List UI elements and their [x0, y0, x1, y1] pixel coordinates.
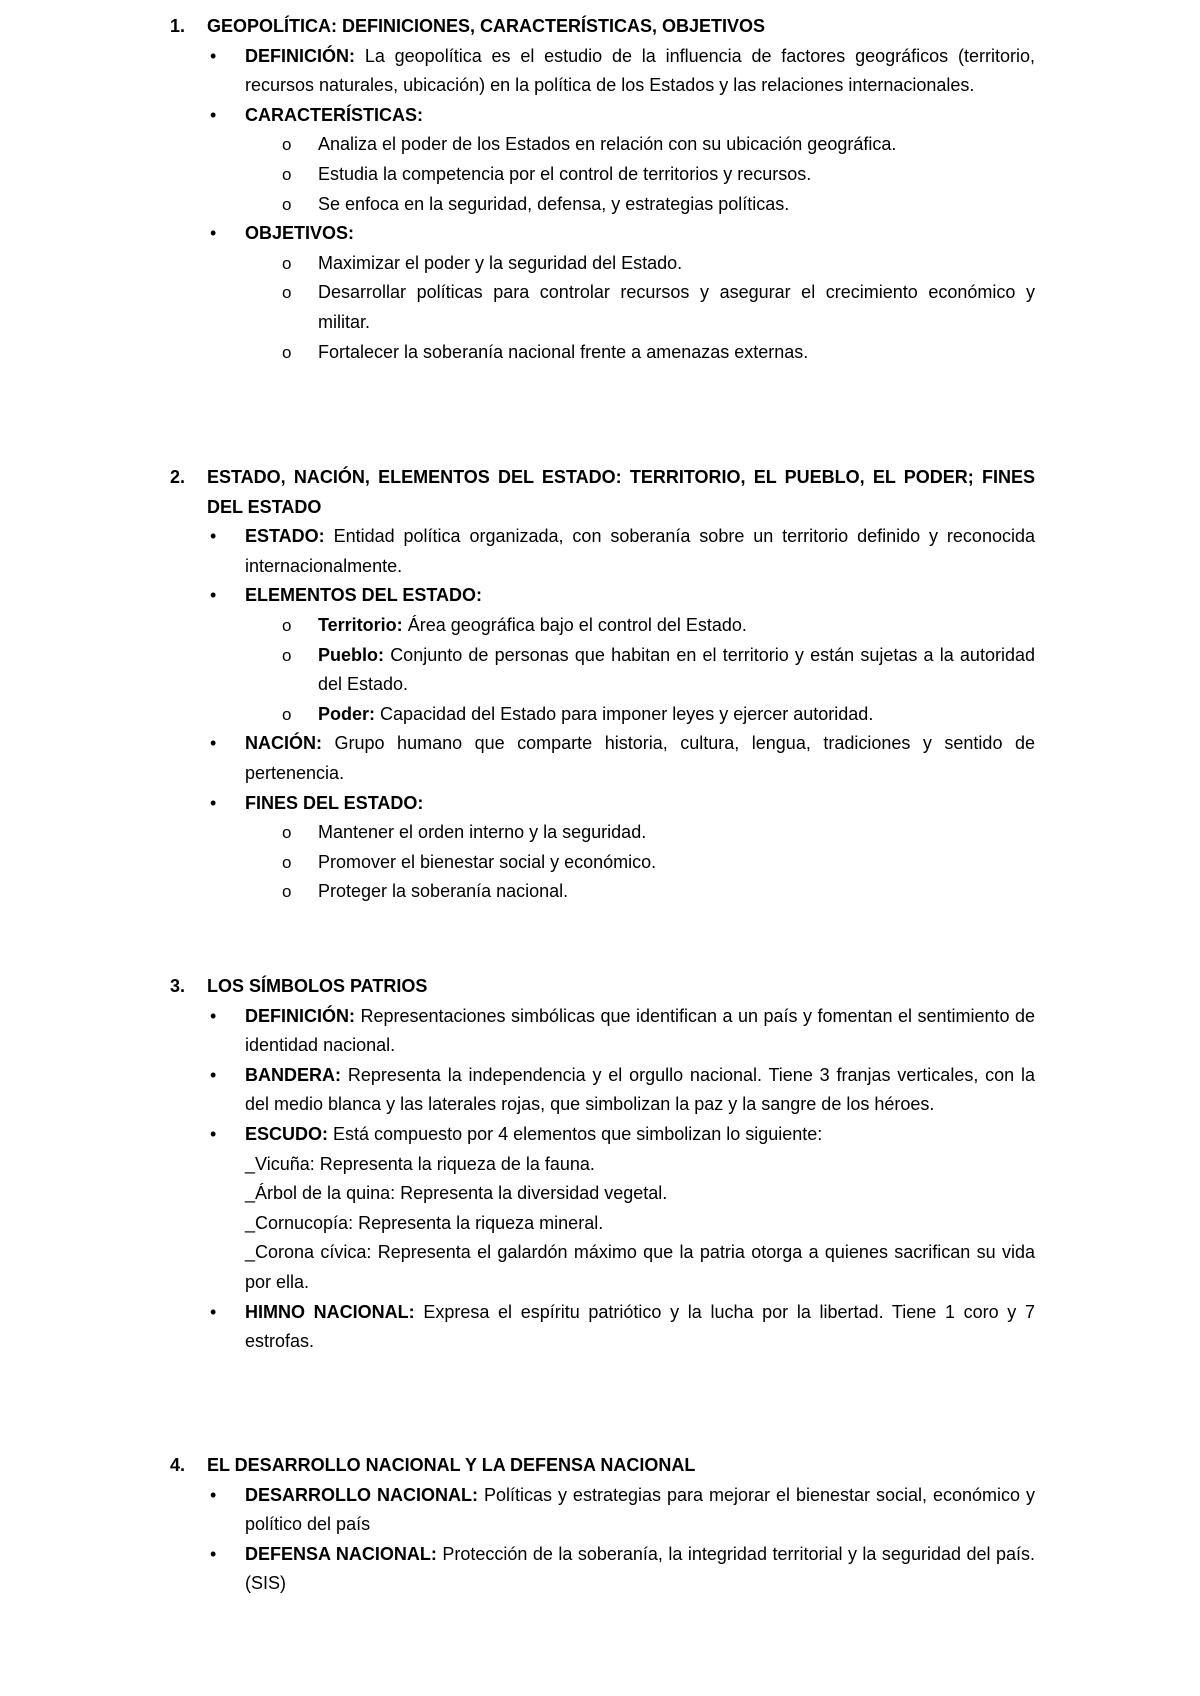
bullet-label: ELEMENTOS DEL ESTADO:: [245, 585, 483, 606]
bullet-item-defensa: [170, 1540, 1035, 1599]
section-estado: [170, 463, 1035, 907]
section-desarrollo-defensa: [170, 1451, 1035, 1599]
bullet-marker: •: [210, 1301, 217, 1322]
bullet-label: HIMNO NACIONAL:: [245, 1301, 415, 1322]
bullet-label: DESARROLLO NACIONAL:: [245, 1484, 478, 1505]
bullet-item-elementos: [170, 581, 1035, 611]
bullet-label: ESTADO:: [245, 526, 325, 547]
sub-item-text: Estudia la competencia por el control de territorios y recursos.: [318, 163, 812, 184]
sub-bullet-marker: o: [282, 283, 292, 303]
sub-list-item: [170, 338, 1035, 368]
sub-item-text: Proteger la soberanía nacional.: [318, 881, 569, 902]
sub-item-text: Área geográfica bajo el control del Estado.: [407, 614, 747, 635]
sub-list-item: [170, 641, 1035, 700]
bullet-label: BANDERA:: [245, 1064, 341, 1085]
bullet-label: CARACTERÍSTICAS:: [245, 104, 423, 125]
sub-item-text: Maximizar el poder y la seguridad del Estado.: [318, 252, 683, 273]
sub-item-text: Desarrollar políticas para controlar recursos y asegurar el crecimiento económico y militar.: [318, 282, 1035, 332]
section-title: LOS SÍMBOLOS PATRIOS: [207, 976, 428, 996]
section-geopolitica: [170, 12, 1035, 367]
bullet-marker: •: [210, 585, 217, 606]
bullet-label: DEFENSA NACIONAL:: [245, 1543, 437, 1564]
sub-item-text: Mantener el orden interno y la seguridad.: [318, 822, 647, 843]
bullet-item-objetivos: [170, 219, 1035, 249]
escudo-element-line: [170, 1209, 1035, 1239]
bullet-marker: •: [210, 1484, 217, 1505]
bullet-item-caracteristicas: [170, 101, 1035, 131]
sub-bullet-marker: o: [282, 704, 292, 724]
sub-list-item: [170, 130, 1035, 160]
escudo-element-text: _Árbol de la quina: Representa la diversidad vegetal.: [245, 1183, 668, 1204]
bullet-marker: •: [210, 733, 217, 754]
section-heading: [170, 972, 1035, 1002]
section-simbolos-patrios: [170, 972, 1035, 1357]
section-number: 3.: [170, 976, 186, 996]
sub-item-text: Analiza el poder de los Estados en relación con su ubicación geográfica.: [318, 134, 897, 155]
bullet-item-fines: [170, 789, 1035, 819]
sub-bullet-marker: o: [282, 253, 292, 273]
section-title: ESTADO, NACIÓN, ELEMENTOS DEL ESTADO: TERRITORIO, EL PUEBLO, EL PODER; FINES DEL ESTADO: [207, 467, 1035, 517]
sub-list-item: [170, 160, 1035, 190]
sub-bullet-marker: o: [282, 164, 292, 184]
section-title: EL DESARROLLO NACIONAL Y LA DEFENSA NACIONAL: [207, 1455, 696, 1475]
section-title: GEOPOLÍTICA: DEFINICIONES, CARACTERÍSTICAS, OBJETIVOS: [207, 16, 766, 36]
bullet-item-nacion: [170, 729, 1035, 788]
sub-bullet-marker: o: [282, 823, 292, 843]
bullet-marker: •: [210, 1123, 217, 1144]
section-heading: [170, 12, 1035, 42]
bullet-text: Expresa el espíritu patriótico y la lucha por la libertad. Tiene 1 coro y 7 estrofas.: [245, 1301, 1035, 1352]
section-number: 2.: [170, 467, 186, 487]
escudo-element-line: [170, 1238, 1035, 1297]
section-heading: [170, 463, 1035, 522]
bullet-text: La geopolítica es el estudio de la influencia de factores geográficos (territorio, recursos naturales, ubicación) en la política de los Estados y las relaciones internacionales.: [245, 45, 1035, 96]
sub-list-item: [170, 190, 1035, 220]
section-heading: [170, 1451, 1035, 1481]
sub-bullet-marker: o: [282, 342, 292, 362]
bullet-label: OBJETIVOS:: [245, 223, 355, 244]
bullet-marker: •: [210, 223, 217, 244]
section-number: 4.: [170, 1455, 186, 1475]
sub-bullet-marker: o: [282, 882, 292, 902]
sub-item-term: Territorio:: [318, 614, 403, 635]
bullet-marker: •: [210, 1064, 217, 1085]
bullet-label: DEFINICIÓN:: [245, 45, 355, 66]
sub-list-item: [170, 700, 1035, 730]
bullet-item-bandera: [170, 1061, 1035, 1120]
sub-list-item: [170, 818, 1035, 848]
bullet-text: Representa la independencia y el orgullo nacional. Tiene 3 franjas verticales, con la del medio blanca y las laterales rojas, que simbolizan la paz y la sangre de los héroes.: [245, 1064, 1035, 1115]
sub-list-item: [170, 848, 1035, 878]
sub-bullet-marker: o: [282, 852, 292, 872]
bullet-marker: •: [210, 526, 217, 547]
escudo-element-line: [170, 1179, 1035, 1209]
sub-item-text: Capacidad del Estado para imponer leyes y ejercer autoridad.: [380, 703, 874, 724]
bullet-marker: •: [210, 1005, 217, 1026]
sub-item-text: Se enfoca en la seguridad, defensa, y estrategias políticas.: [318, 193, 790, 214]
escudo-element-text: _Vicuña: Representa la riqueza de la fauna.: [245, 1153, 595, 1174]
bullet-marker: •: [210, 104, 217, 125]
escudo-element-line: [170, 1150, 1035, 1180]
sub-bullet-marker: o: [282, 135, 292, 155]
bullet-text: Entidad política organizada, con soberanía sobre un territorio definido y reconocida internacionalmente.: [245, 526, 1035, 576]
bullet-marker: •: [210, 792, 217, 813]
bullet-label: DEFINICIÓN:: [245, 1005, 355, 1026]
bullet-item-himno: [170, 1298, 1035, 1357]
sub-item-text: Promover el bienestar social y económico.: [318, 851, 657, 872]
sub-list-item: [170, 249, 1035, 279]
bullet-text: Grupo humano que comparte historia, cultura, lengua, tradiciones y sentido de pertenencia.: [245, 733, 1035, 783]
sub-item-text: Fortalecer la soberanía nacional frente a amenazas externas.: [318, 341, 809, 362]
bullet-item-escudo: [170, 1120, 1035, 1150]
bullet-item-definicion: [170, 42, 1035, 101]
bullet-item-definicion: [170, 1002, 1035, 1061]
sub-bullet-marker: o: [282, 615, 292, 635]
escudo-element-text: _Cornucopía: Representa la riqueza mineral.: [245, 1212, 604, 1233]
escudo-element-text: _Corona cívica: Representa el galardón máximo que la patria otorga a quienes sacrifican su vida por ella.: [245, 1242, 1035, 1292]
sub-item-term: Poder:: [318, 703, 376, 724]
bullet-text: Está compuesto por 4 elementos que simbolizan lo siguiente:: [333, 1123, 823, 1144]
bullet-item-desarrollo: [170, 1481, 1035, 1540]
sub-list-item: [170, 877, 1035, 907]
bullet-label: NACIÓN:: [245, 733, 322, 754]
bullet-marker: •: [210, 45, 217, 66]
bullet-marker: •: [210, 1543, 217, 1564]
bullet-text: Políticas y estrategias para mejorar el bienestar social, económico y político del país: [245, 1484, 1035, 1535]
sub-list-item: [170, 278, 1035, 337]
sub-item-text: Conjunto de personas que habitan en el territorio y están sujetas a la autoridad del Estado.: [318, 644, 1035, 695]
section-number: 1.: [170, 16, 186, 36]
sub-bullet-marker: o: [282, 194, 292, 214]
bullet-text: Representaciones simbólicas que identifican a un país y fomentan el sentimiento de identidad nacional.: [245, 1005, 1035, 1056]
bullet-item-estado: [170, 522, 1035, 581]
sub-list-item: [170, 611, 1035, 641]
bullet-label: ESCUDO:: [245, 1123, 329, 1144]
sub-item-term: Pueblo:: [318, 644, 384, 665]
sub-bullet-marker: o: [282, 645, 292, 665]
bullet-label: FINES DEL ESTADO:: [245, 792, 424, 813]
bullet-text: Protección de la soberanía, la integridad territorial y la seguridad del país. (SIS): [245, 1543, 1035, 1594]
